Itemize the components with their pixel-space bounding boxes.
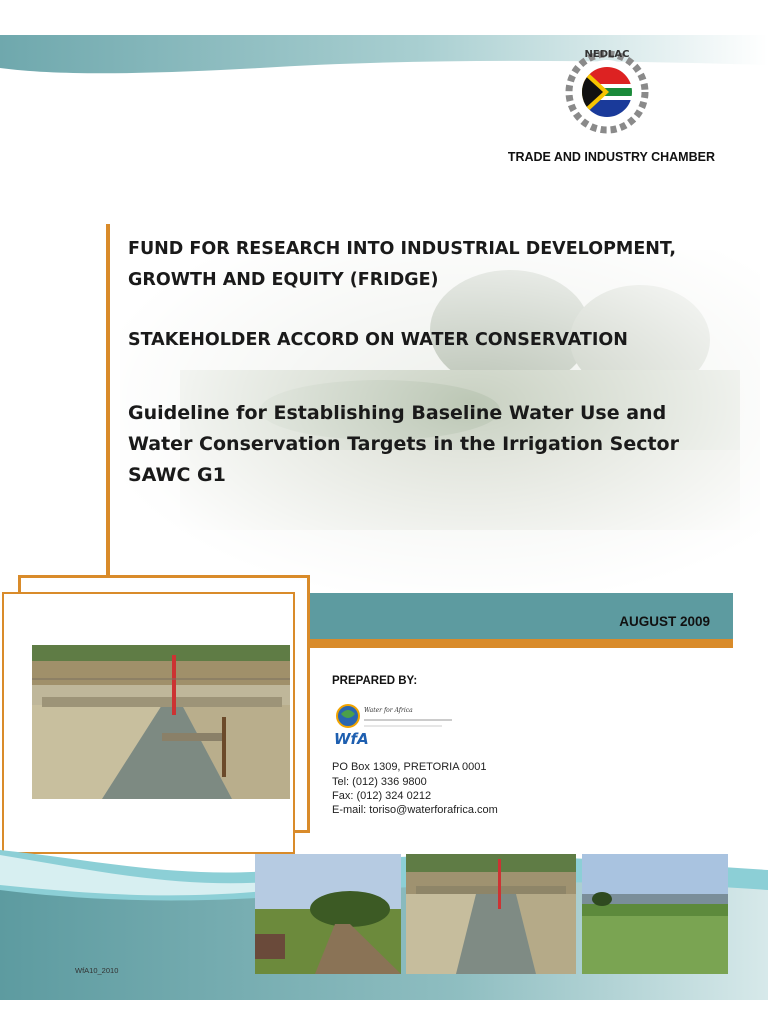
document-reference: WfA10_2010 <box>75 966 119 975</box>
contact-email: E-mail: toriso@waterforafrica.com <box>332 804 498 816</box>
contact-fax: Fax: (012) 324 0212 <box>332 790 432 802</box>
guideline-title: Guideline for Establishing Baseline Water Use and Water Conservation Targets in the Irrigation Sector SAWC G1 <box>128 402 679 486</box>
orange-vertical-rule <box>106 224 110 578</box>
water-for-africa-logo <box>332 700 457 750</box>
wfa-org-name: Water for Africa <box>364 707 413 714</box>
contact-tel: Tel: (012) 336 9800 <box>332 776 427 788</box>
chamber-title: TRADE AND INDUSTRY CHAMBER <box>507 150 715 164</box>
fund-title: FUND FOR RESEARCH INTO INDUSTRIAL DEVELOPMENT, GROWTH AND EQUITY (FRIDGE) <box>128 239 677 290</box>
nedlac-logo <box>555 44 659 136</box>
footer-photo-field-road <box>255 854 401 974</box>
publication-date: AUGUST 2009 <box>619 614 710 629</box>
contact-address: PO Box 1309, PRETORIA 0001 <box>332 761 487 773</box>
logo-text: NEDLAC <box>584 49 630 60</box>
orange-strip <box>310 639 733 648</box>
wfa-logo-text: WfA <box>334 730 369 748</box>
accord-title: STAKEHOLDER ACCORD ON WATER CONSERVATION <box>128 330 628 350</box>
footer-photo-crops <box>582 854 728 974</box>
prepared-by-label: PREPARED BY: <box>332 675 418 687</box>
footer-photo-canal <box>406 854 576 974</box>
canal-photo <box>32 645 290 799</box>
